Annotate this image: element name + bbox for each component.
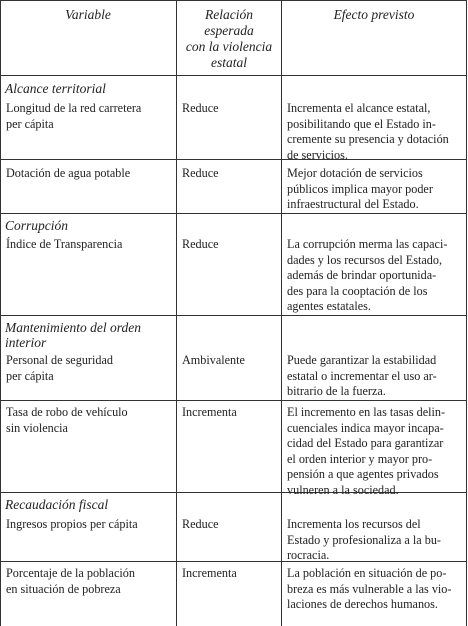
cell-line: rocracia. bbox=[287, 548, 330, 562]
cell-line: des para la cooptación de los bbox=[287, 283, 428, 298]
header-efecto: Efecto previsto bbox=[333, 7, 415, 22]
table-row-efecto bbox=[287, 353, 461, 400]
cell-line: cuenciales indica mayor incapa- bbox=[287, 420, 444, 435]
table-row-variable bbox=[6, 353, 170, 384]
section-title bbox=[5, 320, 141, 350]
cell-line: laciones de derechos humanos. bbox=[287, 597, 438, 611]
header-relacion-line: Relación bbox=[205, 7, 253, 22]
table-top-rule bbox=[0, 0, 467, 1]
cell-line: en situación de pobreza bbox=[6, 581, 121, 596]
cell-line: El incremento en las tasas delin- bbox=[287, 405, 446, 419]
cell-line: posibilitando que el Estado in- bbox=[287, 116, 436, 131]
header-relacion-line: esperada bbox=[204, 23, 254, 38]
cell-line: agentes estatales. bbox=[287, 299, 371, 313]
section-divider bbox=[0, 315, 467, 316]
cell-line: Estado y profesionaliza a la bu- bbox=[287, 532, 441, 547]
cell-line: el orden interior y mayor pro- bbox=[287, 451, 433, 466]
table-row-relacion: Incrementa bbox=[182, 566, 237, 580]
table-row-variable bbox=[6, 405, 170, 436]
table-row-efecto bbox=[287, 166, 461, 213]
cell-line: públicos implica mayor poder bbox=[287, 181, 433, 196]
cell-line: además de brindar oportunida- bbox=[287, 268, 437, 282]
cell-line: Longitud de la red carretera bbox=[6, 101, 142, 115]
column-divider-1 bbox=[176, 0, 177, 626]
header-rule bbox=[0, 75, 467, 76]
table-row-efecto bbox=[287, 405, 461, 498]
table-row-variable bbox=[6, 101, 170, 132]
section-title: Corrupción bbox=[5, 218, 69, 233]
section-divider bbox=[0, 213, 467, 214]
cell-line: sin violencia bbox=[6, 420, 68, 435]
table-row-variable: Ingresos propios per cápita bbox=[6, 517, 138, 531]
column-divider-2 bbox=[281, 0, 282, 626]
section-title: Alcance territorial bbox=[5, 81, 106, 96]
table-row-efecto bbox=[287, 237, 461, 315]
section-title-line: Mantenimiento del orden bbox=[5, 320, 141, 335]
cell-line: infraestructural del Estado. bbox=[287, 197, 419, 211]
cell-line: Mejor dotación de servicios bbox=[287, 166, 423, 180]
table-row-relacion: Ambivalente bbox=[182, 353, 245, 367]
cell-line: pensión a que agentes privados bbox=[287, 467, 439, 481]
section-title-line: interior bbox=[5, 335, 47, 350]
cell-line: bitrario de la fuerza. bbox=[287, 384, 386, 398]
cell-line: Incrementa el alcance estatal, bbox=[287, 101, 431, 115]
header-relacion bbox=[177, 7, 281, 71]
table-row-relacion: Reduce bbox=[182, 101, 219, 115]
cell-line: Puede garantizar la estabilidad bbox=[287, 353, 437, 367]
cell-line: cremente su presencia y dotación bbox=[287, 132, 449, 146]
cell-line: La población en situación de po- bbox=[287, 566, 447, 580]
header-relacion-line: con la violencia bbox=[185, 39, 273, 54]
cell-line: breza es más vulnerable a las vio- bbox=[287, 581, 452, 596]
table-row-variable: Dotación de agua potable bbox=[6, 166, 131, 180]
cell-line: de servicios. bbox=[287, 147, 348, 162]
table-row-efecto bbox=[287, 101, 461, 163]
table-border-right bbox=[466, 0, 467, 626]
cell-line: La corrupción merma las capaci- bbox=[287, 237, 448, 251]
table-row-relacion: Reduce bbox=[182, 517, 219, 531]
header-relacion-line: estatal bbox=[211, 55, 247, 70]
cell-line: estatal o incrementar el uso ar- bbox=[287, 368, 437, 383]
cell-line: Porcentaje de la población bbox=[6, 566, 135, 580]
table-row-relacion: Incrementa bbox=[182, 405, 237, 419]
cell-line: Personal de seguridad bbox=[6, 353, 113, 367]
cell-line: per cápita bbox=[6, 368, 54, 383]
header-variable: Variable bbox=[65, 7, 111, 22]
cell-line: dades y los recursos del Estado, bbox=[287, 252, 443, 267]
section-title: Recaudación fiscal bbox=[5, 497, 109, 512]
table-row-relacion: Reduce bbox=[182, 237, 219, 251]
table-row-variable: Índice de Transparencia bbox=[6, 237, 123, 251]
cell-line: cidad del Estado para garantizar bbox=[287, 436, 444, 450]
table-row-relacion: Reduce bbox=[182, 166, 219, 180]
table-border-left bbox=[0, 0, 1, 626]
cell-line: per cápita bbox=[6, 116, 54, 131]
cell-line: Tasa de robo de vehículo bbox=[6, 405, 128, 419]
cell-line: vulneren a la sociedad. bbox=[287, 482, 399, 497]
row-divider bbox=[0, 400, 467, 401]
table-row-efecto bbox=[287, 517, 461, 564]
table-row-variable bbox=[6, 566, 170, 597]
cell-line: Incrementa los recursos del bbox=[287, 517, 421, 531]
table-row-efecto bbox=[287, 566, 461, 613]
